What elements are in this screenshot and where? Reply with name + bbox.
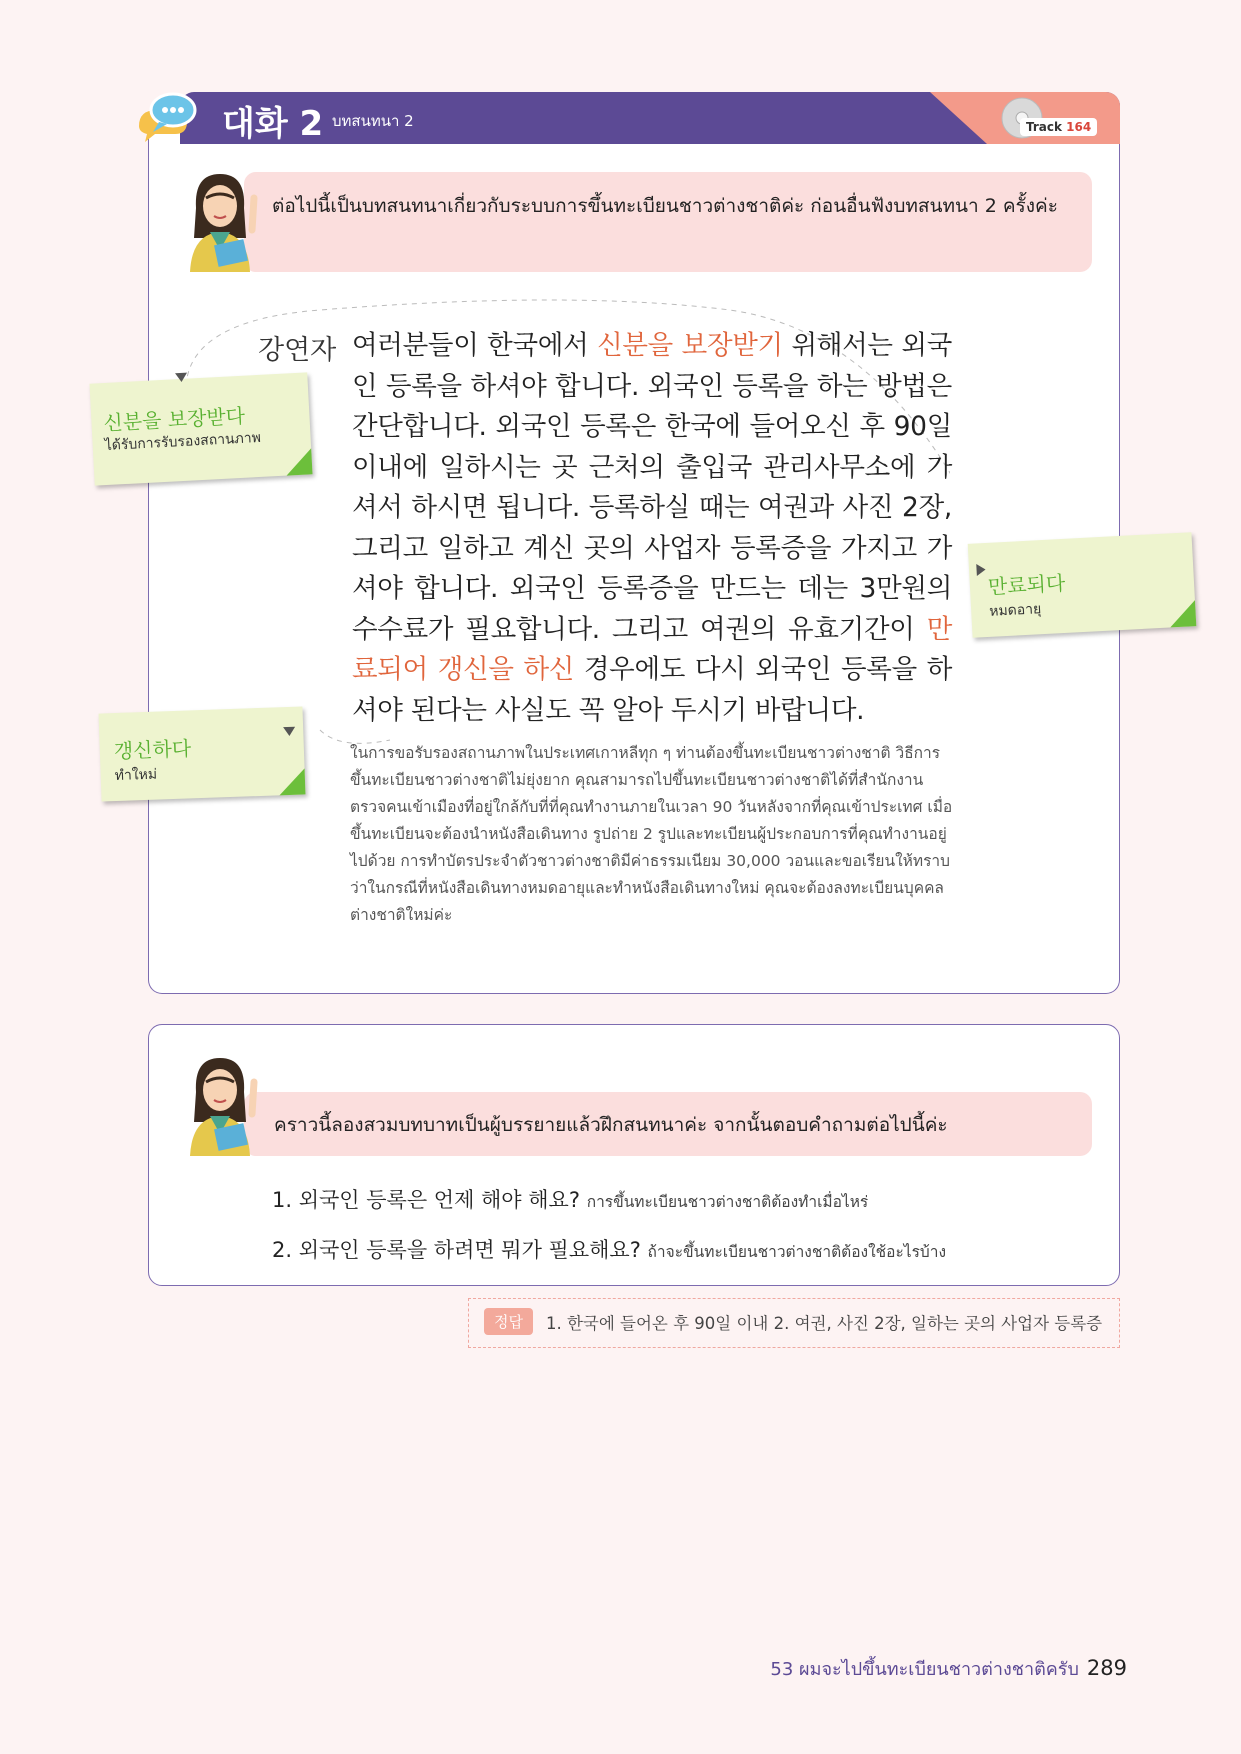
- section-subtitle: บทสนทนา 2: [332, 112, 414, 130]
- note-arrow-icon: [976, 564, 986, 576]
- answer-label-badge: 정답: [484, 1308, 533, 1335]
- passage-text: 경우에도 다시 외국인 등록을 하셔야 된다는 사실도 꼭 알아 두시기 바랍니다.: [352, 654, 953, 726]
- answer-text: 1. 한국에 들어온 후 90일 이내 2. 여권, 사진 2장, 일하는 곳의 사업자 등록증: [546, 1314, 1103, 1333]
- vocab-note-korean: 만료되다: [987, 570, 1066, 599]
- teacher-illustration: [176, 168, 272, 272]
- section-title: 대화 2: [222, 104, 324, 144]
- passage-translation: ในการขอรับรองสถานภาพในประเทศเกาหลีทุก ๆ ท่านต้องขึ้นทะเบียนชาวต่างชาติ วิธีการขึ้นทะเบียนชาวต่างชาติไม่ยุ่งยาก คุณสามารถไปขึ้นทะเบียนชาวต่างชาติได้ที่สำนักงานตรวจคนเข้าเมืองที่อยู่ใกล้กับที่ที่คุณทำงานภายในเวลา 90 วันหลังจากที่คุณเข้าประเทศ เมื่อขึ้นทะเบียนจะต้องนำหนังสือเดินทาง รูปถ่าย 2 รูปและทะเบียนผู้ประกอบการที่คุณทำงานอยู่ไปด้วย การทำบัตรประจำตัวชาวต่างชาติมีค่าธรรมเนียม 30,000 วอนและขอเรียนให้ทราบว่าในกรณีที่หนังสือเดินทางหมดอายุและทำหนังสือเดินทางใหม่ คุณจะต้องลงทะเบียนบุคคลต่างชาติใหม่ค่ะ: [350, 744, 953, 924]
- dialogue-passage: [352, 326, 952, 731]
- practice-instruction: คราวนี้ลองสวมบทบาทเป็นผู้บรรยายแล้วฝึกสนทนาค่ะ จากนั้นตอบคำถามต่อไปนี้ค่ะ: [274, 1114, 948, 1136]
- intro-speech-bubble: [244, 172, 1092, 272]
- vocab-note-thai: หมดอายุ: [988, 601, 1042, 620]
- passage-text: 여러분들이 한국에서: [352, 330, 598, 361]
- speaker-label: 강연자: [258, 335, 337, 366]
- vocab-note: [89, 372, 312, 485]
- question-thai: การขึ้นทะเบียนชาวต่างชาติต้องทำเมื่อไหร่: [586, 1193, 869, 1211]
- track-label: Track: [1026, 120, 1062, 134]
- passage-text: 위해서는 외국인 등록을 하셔야 합니다. 외국인 등록을 하는 방법은 간단합니다. 외국인 등록은 한국에 들어오신 후 90일 이내에 일하시는 곳 근처의 출입국 관리사무소에 가셔서 하시면 됩니다. 등록하실 때는 여권과 사진 2장, 그리고 일하고 계신 곳의 사업자 등록증을 가지고 가셔야 합니다. 외국인 등록증을 만드는 데는 3만원의 수수료가 필요합니다. 그리고 여권의 유효기간이: [352, 330, 952, 645]
- vocab-note-korean: 신분을 보장받다: [102, 403, 246, 436]
- vocab-highlight: 만료되어: [352, 613, 952, 685]
- vocab-note-thai: ได้รับการรับรองสถานภาพ: [104, 429, 262, 455]
- intro-text: ต่อไปนี้เป็นบทสนทนาเกี่ยวกับระบบการขึ้นทะเบียนชาวต่างชาติค่ะ ก่อนอื่นฟังบทสนทนา 2 ครั้งค่ะ: [272, 195, 1058, 217]
- vocab-note-korean: 갱신하다: [113, 736, 192, 764]
- question-item: [272, 1234, 946, 1264]
- note-fold: [1169, 600, 1196, 627]
- page-number: 289: [1086, 1656, 1127, 1680]
- lesson-title: 53 ผมจะไปขึ้นทะเบียนชาวต่างชาติครับ: [770, 1659, 1079, 1680]
- question-thai: ถ้าจะขึ้นทะเบียนชาวต่างชาติต้องใช้อะไรบ้าง: [647, 1243, 947, 1261]
- vocab-highlight: 갱신을 하신: [437, 654, 575, 685]
- question-korean: 2. 외국인 등록을 하려면 뭐가 필요해요?: [272, 1238, 641, 1262]
- note-arrow-icon: [283, 727, 295, 736]
- question-korean: 1. 외국인 등록은 언제 해야 해요?: [272, 1188, 580, 1212]
- vocab-note-thai: ทำใหม่: [114, 766, 158, 785]
- track-number: 164: [1066, 120, 1092, 134]
- note-fold: [279, 768, 306, 795]
- note-fold: [285, 448, 312, 475]
- track-badge[interactable]: [1020, 118, 1097, 136]
- passage-text: [428, 654, 438, 685]
- teacher-illustration: [176, 1052, 272, 1156]
- vocab-note: [968, 532, 1197, 638]
- speech-bubble-icon: [135, 88, 199, 144]
- vocab-note: [99, 706, 306, 801]
- vocab-highlight: 신분을 보장받기: [597, 330, 783, 361]
- page-footer: [770, 1654, 1127, 1683]
- question-item: [272, 1184, 868, 1214]
- note-arrow-icon: [175, 373, 187, 383]
